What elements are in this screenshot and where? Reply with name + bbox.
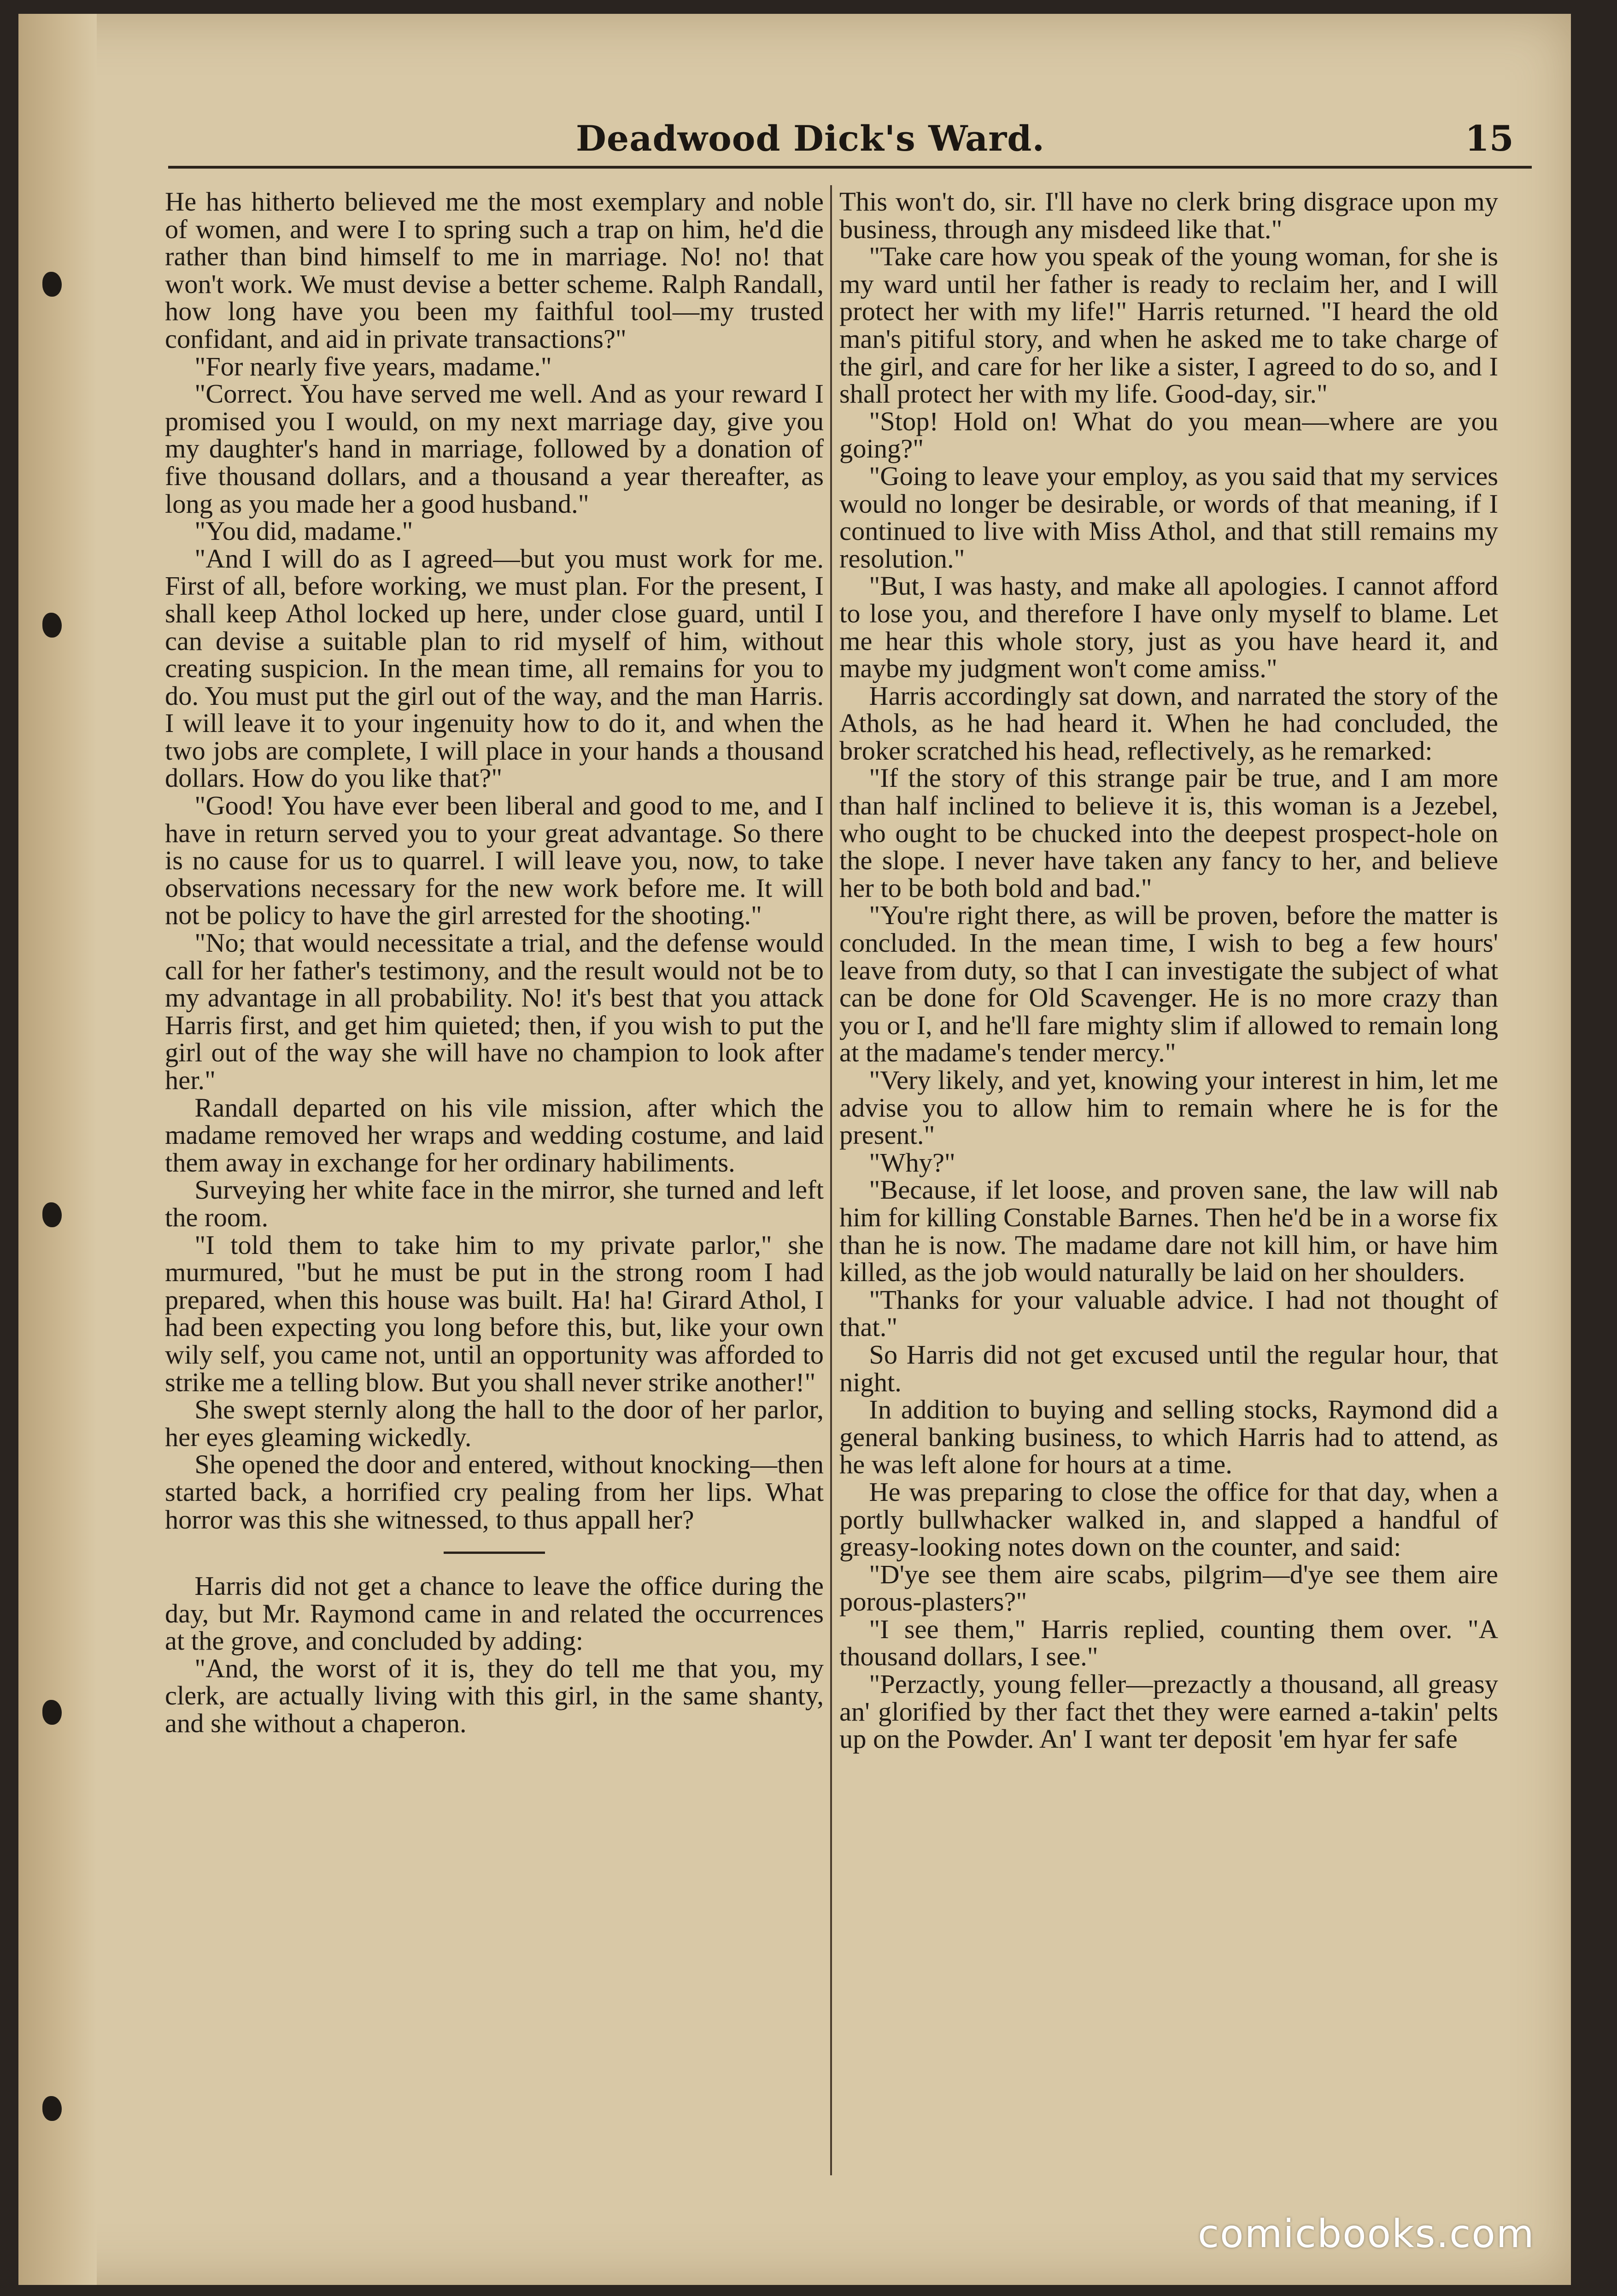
paragraph: "And, the worst of it is, they do tell me that you, my clerk, are actually living with this girl, in the same shanty, and she without a chaperon.	[165, 1653, 824, 1739]
paragraph: In addition to buying and selling stocks, Raymond did a general banking business, to which Harris had to attend, as he was left alone for hours at a time.	[839, 1394, 1498, 1480]
paragraph: "D'ye see them aire scabs, pilgrim—d'ye see them aire porous-plasters?"	[839, 1559, 1498, 1617]
paragraph: She swept sternly along the hall to the door of her parlor, her eyes gleaming wickedly.	[165, 1394, 824, 1452]
section-break-rule	[444, 1552, 545, 1554]
paragraph: This won't do, sir. I'll have no clerk bring disgrace upon my business, through any misdeed like that."	[839, 187, 1498, 244]
paragraph: "Because, if let loose, and proven sane, the law will nab him for killing Constable Barnes. Then he'd be in a worse fix than he is now. The madame dare not kill him, or have him killed, as the job would naturally be laid on her shoulders.	[839, 1175, 1498, 1288]
binding-hole	[42, 2096, 62, 2121]
paragraph: So Harris did not get excused until the regular hour, that night.	[839, 1339, 1498, 1397]
paragraph: "For nearly five years, madame."	[194, 351, 552, 381]
running-title: Deadwood Dick's Ward.	[576, 118, 1045, 159]
paragraph: She opened the door and entered, without knocking—then started back, a horrified cry pealing from her lips. What horror was this she witnessed, to thus appall her?	[165, 1449, 824, 1535]
binding-hole	[42, 1700, 62, 1725]
paragraph: "No; that would necessitate a trial, and the defense would call for her father's testimony, and the result would not be to my advantage in all probability. No! it's best that you attack Harris first, and get him quieted; then, if you wish to put the girl out of the way she will have no champion to look after her."	[165, 928, 824, 1095]
paragraph: "Stop! Hold on! What do you mean—where are you going?"	[839, 406, 1498, 464]
paragraph: He was preparing to close the office for that day, when a portly bullwhacker walked in, and slapped a handful of greasy-looking notes down on the counter, and said:	[839, 1476, 1498, 1562]
paragraph: "Why?"	[869, 1147, 955, 1177]
paragraph: "Thanks for your valuable advice. I had not thought of that."	[839, 1284, 1498, 1342]
paragraph: "If the story of this strange pair be true, and I am more than half inclined to believe it is, this woman is a Jezebel, who ought to be chucked into the deepest prospect-hole on the slope. I never have taken any fancy to her, and believe her to be both bold and bad."	[839, 763, 1498, 903]
column-divider	[830, 185, 832, 2175]
paragraph: "Perzactly, young feller—prezactly a thousand, all greasy an' glorified by ther fact thet they were earned a-takin' pelts up on the Powder. An' I want ter deposit 'em hyar fer safe	[839, 1669, 1498, 1754]
right-column	[839, 188, 1498, 1753]
paragraph: "I told them to take him to my private parlor," she murmured, "but he must be put in the strong room I had prepared, when this house was built. Ha! ha! Girard Athol, I had been expecting you long before this, but, like your own wily self, you came not, until an opportunity was afforded to strike me a telling blow. But you shall never strike another!"	[165, 1230, 824, 1397]
paragraph: Randall departed on his vile mission, after which the madame removed her wraps and wedding costume, and laid them away in exchange for her ordinary habiliments.	[165, 1092, 824, 1177]
binding-hole	[42, 613, 62, 638]
paragraph: "Good! You have ever been liberal and good to me, and I have in return served you to your great advantage. So there is no cause for us to quarrel. I will leave you, now, to take observations necessary for the new work before me. It will not be policy to have the girl arrested for the shooting."	[165, 791, 824, 931]
binding-hole	[42, 1202, 62, 1227]
paragraph: "You did, madame."	[194, 516, 413, 546]
binding-edge	[18, 14, 97, 2285]
paragraph: "Take care how you speak of the young woman, for she is my ward until her father is ready to reclaim her, and I will protect her with my life!" Harris returned. "I heard the old man's pitiful story, and when he asked me to take charge of the girl, and care for her like a sister, I agreed to do so, and I shall protect her with my life. Good-day, sir."	[839, 241, 1498, 409]
paragraph: He has hitherto believed me the most exemplary and noble of women, and were I to spring such a trap on him, he'd die rather than bind himself to me in marriage. No! no! that won't work. We must devise a better scheme. Ralph Randall, how long have you been my faithful tool—my trusted confidant, and aid in private transactions?"	[165, 187, 824, 354]
paragraph: "Very likely, and yet, knowing your interest in him, let me advise you to allow him to remain where he is for the present."	[839, 1065, 1498, 1150]
left-column	[165, 188, 824, 1737]
watermark: comicbooks.com	[1198, 2211, 1535, 2256]
page	[18, 14, 1571, 2285]
paragraph: "But, I was hasty, and make all apologies. I cannot afford to lose you, and therefore I have only myself to blame. Let me hear this whole story, just as you have heard it, and maybe my judgment won't come amiss."	[839, 571, 1498, 684]
paragraph: "And I will do as I agreed—but you must work for me. First of all, before working, we must plan. For the present, I shall keep Athol locked up here, under close guard, until I can devise a suitable plan to rid myself of him, without creating suspicion. In the mean time, all remains for you to do. You must put the girl out of the way, and the man Harris. I will leave it to your ingenuity how to do it, and when the two jobs are complete, I will place in your hands a thousand dollars. How do you like that?"	[165, 543, 824, 793]
paragraph: "I see them," Harris replied, counting them over. "A thousand dollars, I see."	[839, 1614, 1498, 1672]
binding-hole	[42, 272, 62, 297]
paragraph: Harris did not get a chance to leave the office during the day, but Mr. Raymond came in and related the occurrences at the grove, and concluded by adding:	[165, 1571, 824, 1656]
paragraph: "Correct. You have served me well. And as your reward I promised you I would, on my next marriage day, give you my daughter's hand in marriage, followed by a donation of five thousand dollars, and a thousand a year thereafter, as long as you made her a good husband."	[165, 379, 824, 519]
paragraph: "You're right there, as will be proven, before the matter is concluded. In the mean time, I wish to beg a few hours' leave from duty, so that I can investigate the subject of what can be done for Old Scavenger. He is no more crazy than you or I, and he'll fare mighty slim if allowed to remain long at the madame's tender mercy."	[839, 900, 1498, 1068]
paragraph: "Going to leave your employ, as you said that my services would no longer be desirable, or words of that meaning, if I continued to live with Miss Athol, and that still remains my resolution."	[839, 461, 1498, 574]
paragraph: Surveying her white face in the mirror, she turned and left the room.	[165, 1175, 824, 1232]
header-rule	[168, 166, 1532, 169]
paragraph: Harris accordingly sat down, and narrated the story of the Athols, as he had heard it. When he had concluded, the broker scratched his head, reflectively, as he remarked:	[839, 680, 1498, 766]
page-number: 15	[1465, 118, 1514, 159]
